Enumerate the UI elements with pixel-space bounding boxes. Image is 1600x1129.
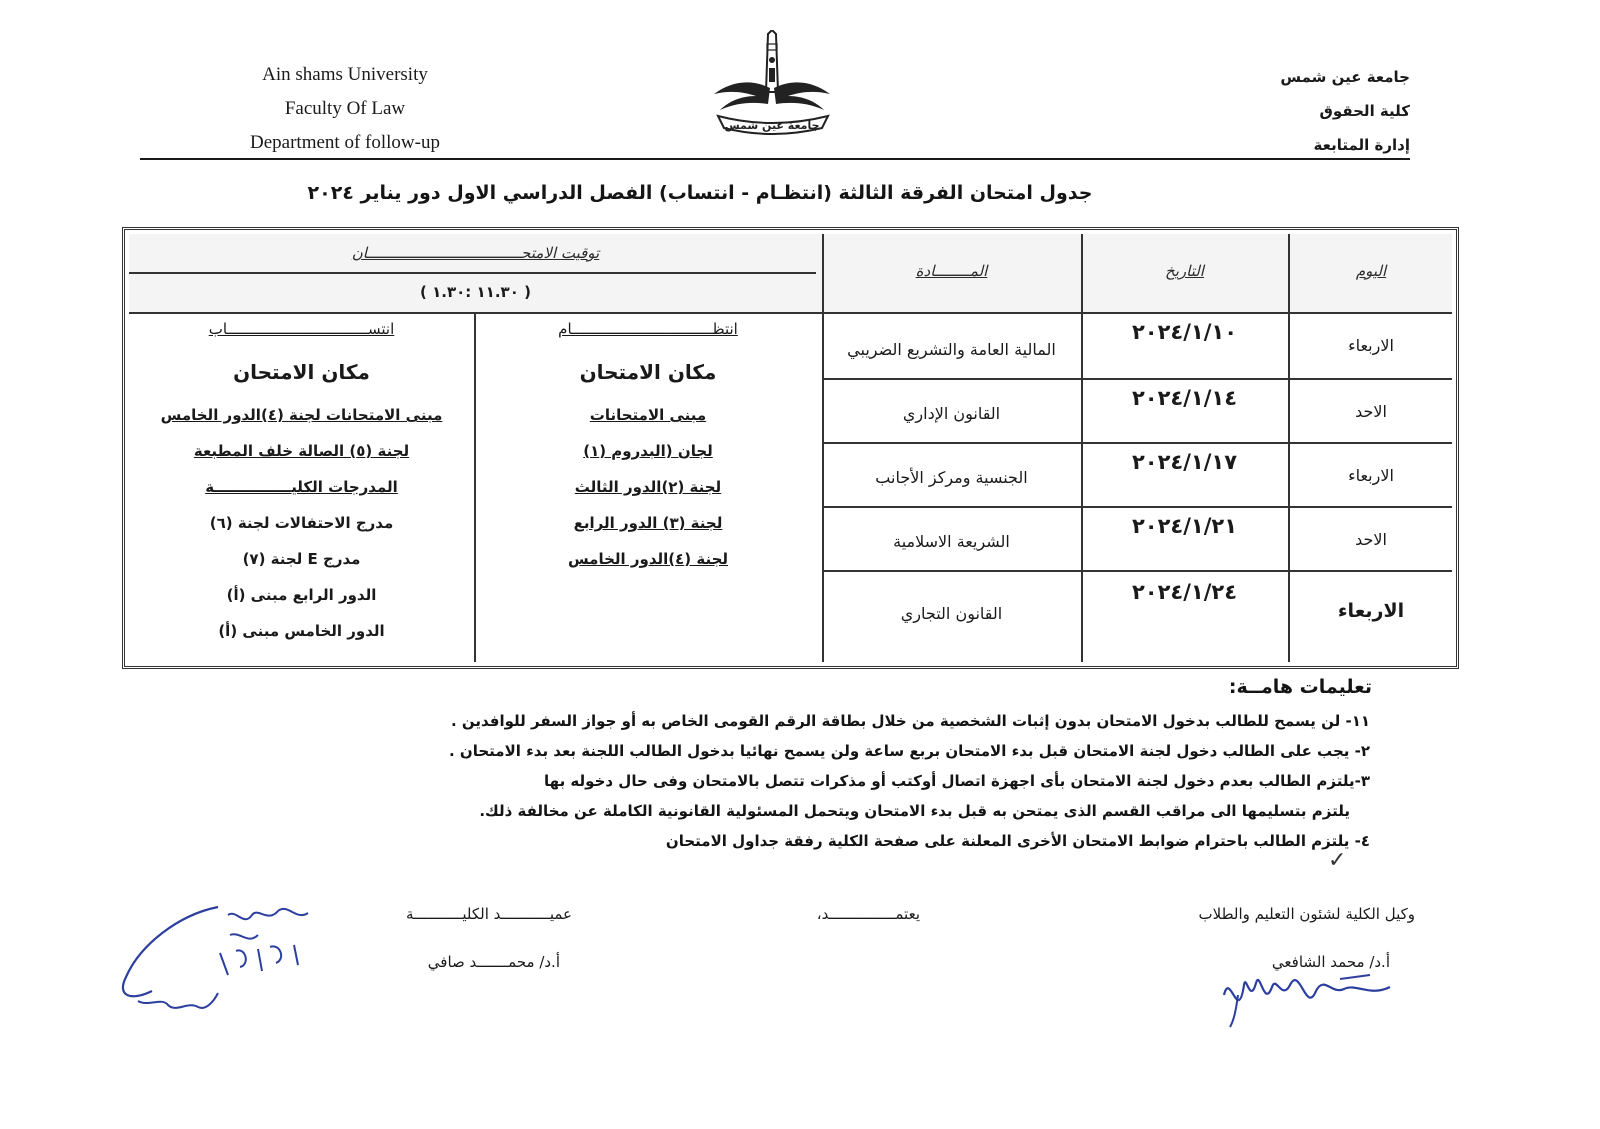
header-day: اليوم xyxy=(1355,262,1387,280)
approval-label: يعتمـــــــــــــــد، xyxy=(816,905,920,923)
affiliation-location: لجنة (٥) الصالة خلف المطبعة xyxy=(193,442,410,460)
instructions-title: تعليمات هامــة: xyxy=(1228,676,1372,698)
row-date: ٢٠٢٤/١/١٧ xyxy=(1131,450,1238,474)
exam-schedule-table xyxy=(122,227,1459,669)
header-timing: توقيت الامتحـــــــــــــــــــــــــــــــــــان xyxy=(351,244,600,262)
affiliation-location: مبنى الامتحانات لجنة (٤)الدور الخامس xyxy=(160,406,443,424)
dean-signature xyxy=(118,905,328,1030)
row-subject: القانون التجاري xyxy=(900,604,1003,623)
instruction-item: ٤- يلتزم الطالب باحترام ضوابط الامتحان الأخرى المعلنة على صفحة الكلية رفقة جداول الامتحان xyxy=(665,832,1370,850)
instruction-item: يلتزم بتسليمها الى مراقب القسم الذى يمتحن به قبل بدء الامتحان ويتحمل المسئولية القانونية الكاملة عن مخالفة ذلك. xyxy=(479,802,1350,820)
dean-name: أ.د/ محمـــــــد صافي xyxy=(427,953,560,971)
header-divider xyxy=(140,158,1410,160)
affiliation-location: المدرجات الكليـــــــــــــــة xyxy=(205,478,398,496)
dean-title: عميـــــــــــد الكليـــــــــــة xyxy=(405,905,572,923)
regular-location: لجنة (٣) الدور الرابع xyxy=(573,514,723,532)
vice-dean-title: وكيل الكلية لشئون التعليم والطلاب xyxy=(1198,905,1415,923)
regular-location: مبنى الامتحانات xyxy=(589,406,707,424)
row-subject: القانون الإداري xyxy=(902,404,1001,423)
header-date: التاريخ xyxy=(1165,262,1204,280)
regular-location: لجان (البدروم (١) xyxy=(583,442,713,460)
row-divider xyxy=(129,272,816,274)
row-date: ٢٠٢٤/١/٢٤ xyxy=(1131,580,1238,604)
column-divider xyxy=(1288,234,1290,662)
row-divider xyxy=(822,506,1452,508)
header-subject: المــــــــادة xyxy=(915,262,988,280)
department-name-ar: إدارة المتابعة xyxy=(1313,136,1410,154)
english-header xyxy=(215,58,475,160)
column-divider xyxy=(822,234,824,662)
row-subject: المالية العامة والتشريع الضريبي xyxy=(847,340,1056,359)
vice-dean-name: أ.د/ محمد الشافعي xyxy=(1271,953,1390,971)
header-time-range: ( ١١.٣٠ :١.٣٠ ) xyxy=(420,283,531,301)
row-divider xyxy=(822,442,1452,444)
instruction-item: ٣-يلتزم الطالب بعدم دخول لجنة الامتحان بأى اجهزة اتصال أوكتب أو مذكرات تتصل بالامتحان وفى حال دخوله بها xyxy=(544,772,1370,790)
row-date: ٢٠٢٤/١/١٠ xyxy=(1131,320,1238,344)
affiliation-place-title: مكان الامتحان xyxy=(233,360,370,384)
faculty-name-ar: كلية الحقوق xyxy=(1319,102,1410,120)
document-title: جدول امتحان الفرقة الثالثة (انتظـام - انتساب) الفصل الدراسي الاول دور يناير ٢٠٢٤ xyxy=(307,182,1093,204)
vice-dean-signature xyxy=(1220,965,1400,1030)
row-date: ٢٠٢٤/١/٢١ xyxy=(1131,514,1238,538)
row-day: الاحد xyxy=(1355,402,1387,421)
instruction-item: ١١- لن يسمح للطالب بدخول الامتحان بدون إثبات الشخصية من خلال بطاقة الرقم القومى الخاص به أو جواز السفر للوافدين . xyxy=(450,712,1370,730)
row-subject: الشريعة الاسلامية xyxy=(893,532,1010,551)
row-divider xyxy=(129,312,1452,314)
affiliation-location: الدور الخامس مبنى (أ) xyxy=(218,622,385,640)
university-logo xyxy=(710,30,890,140)
row-divider xyxy=(822,378,1452,380)
row-day: الاربعاء xyxy=(1348,336,1394,355)
row-day: الاحد xyxy=(1355,530,1387,549)
row-day: الاربعاء xyxy=(1337,600,1405,622)
university-name-en: Ain shams University xyxy=(262,64,428,85)
row-divider xyxy=(822,570,1452,572)
row-date: ٢٠٢٤/١/١٤ xyxy=(1131,386,1238,410)
logo-text: جامعة عين شمس xyxy=(724,119,820,132)
check-mark: ✓ xyxy=(1328,848,1347,873)
faculty-name-en: Faculty Of Law xyxy=(284,98,406,119)
affiliation-label: انتســــــــــــــــــــــــــــــــاب xyxy=(208,320,395,338)
regular-label: انتظــــــــــــــــــــــــــــــــام xyxy=(558,320,738,338)
university-name-ar: جامعة عين شمس xyxy=(1280,68,1410,86)
regular-location: لجنة (٢)الدور الثالث xyxy=(574,478,722,496)
department-name-en: Department of follow-up xyxy=(250,132,440,153)
regular-place-title: مكان الامتحان xyxy=(579,360,717,384)
affiliation-location: الدور الرابع مبنى (أ) xyxy=(226,586,377,604)
regular-location: لجنة (٤)الدور الخامس xyxy=(567,550,729,568)
row-day: الاربعاء xyxy=(1348,466,1394,485)
row-subject: الجنسية ومركز الأجانب xyxy=(875,468,1028,487)
arabic-header xyxy=(1230,60,1410,162)
instruction-item: ٢- يجب على الطالب دخول لجنة الامتحان قبل بدء الامتحان بربع ساعة ولن يسمح نهائيا بدخول الطالب اللجنة بعد بدء الامتحان . xyxy=(449,742,1370,760)
affiliation-location: مدرج الاحتفالات لجنة (٦) xyxy=(209,514,394,532)
affiliation-location: مدرج E لجنة (٧) xyxy=(242,550,361,568)
